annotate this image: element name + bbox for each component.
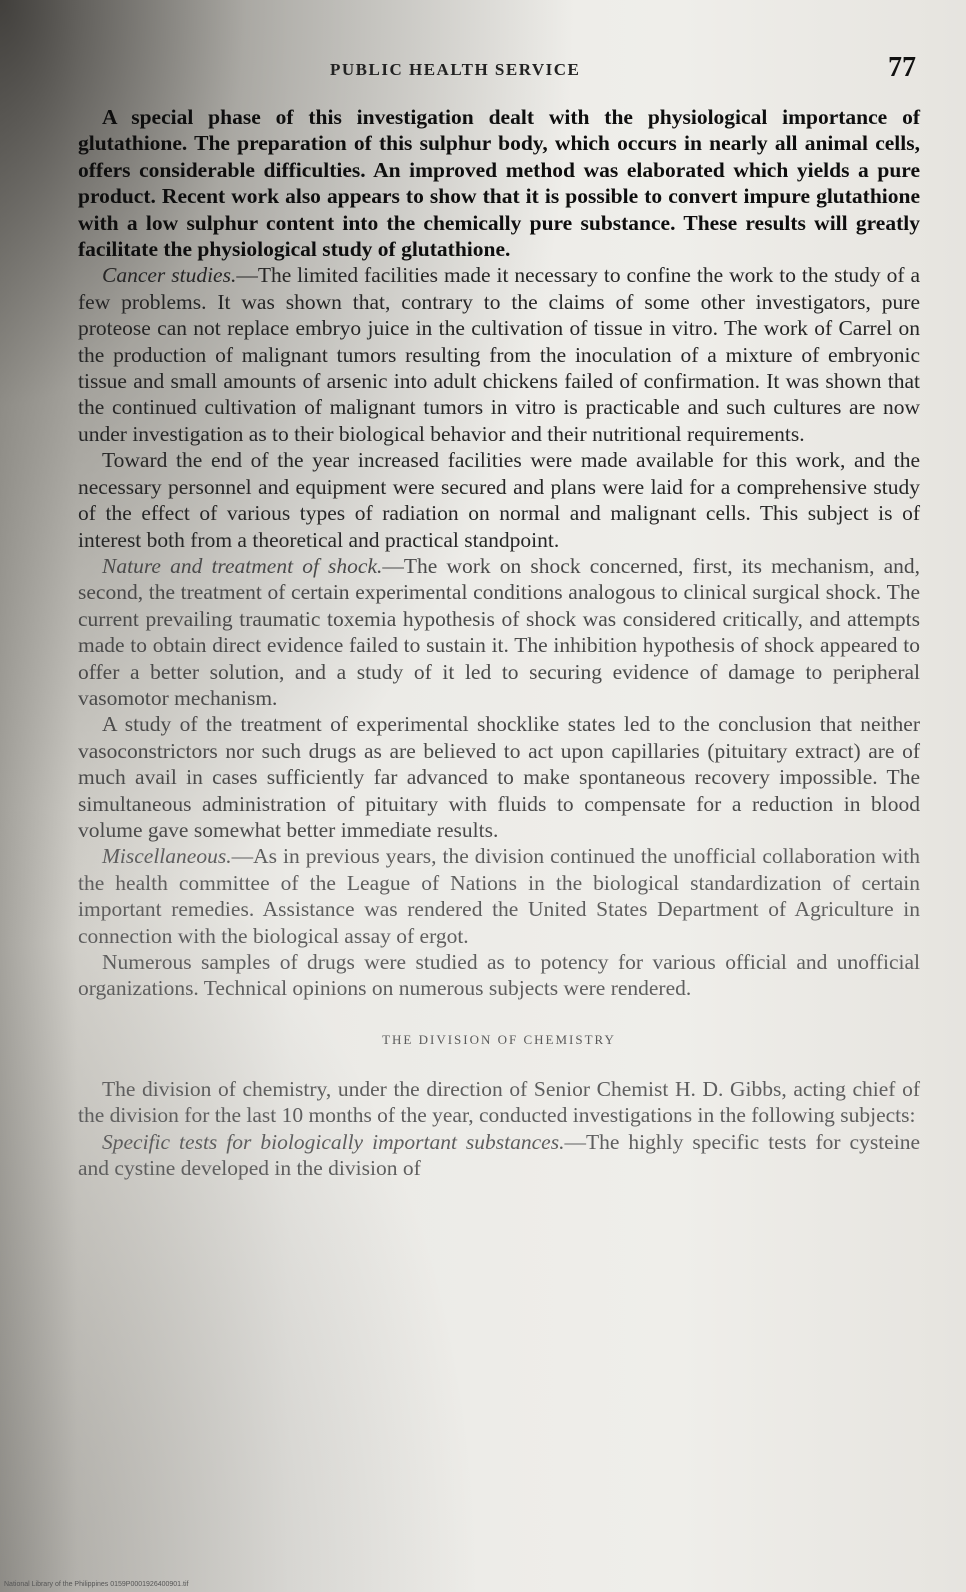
paragraph-lead: Miscellaneous. (102, 844, 232, 869)
paragraph-specific-tests (78, 1129, 920, 1182)
paragraph-text: The division of chemistry, under the direction of Senior Chemist H. D. Gibbs, acting chief of the division for the last 10 months of the year, conducted investigations in the following subjects: (78, 1076, 920, 1128)
page-header (0, 52, 966, 92)
paragraph-drug-samples (78, 949, 920, 1002)
paragraph-lead: Nature and treatment of shock. (102, 553, 383, 578)
paragraph-glutathione (78, 104, 920, 262)
paragraph-chemistry-intro (78, 1076, 920, 1129)
paragraph-radiation-study (78, 447, 920, 553)
paragraph-cancer-studies (78, 262, 920, 447)
section-heading: THE DIVISION OF CHEMISTRY (382, 1031, 616, 1047)
page-number: 77 (888, 52, 916, 83)
paragraph-shock-treatment (78, 711, 920, 843)
paragraph-text: A special phase of this investigation dealt with the physiological importance of glutathione. The preparation of this sulphur body, which occurs in nearly all animal cells, offers considerable difficulties. An improved method was elaborated which yields a pure product. Recent work also appears to show that it is possible to convert impure glutathione with a low sulphur content into the chemically pure substance. These results will greatly facilitate the physiological study of glutathione. (78, 105, 920, 262)
paragraph-text: —The highly specific tests for cysteine and cystine developed in the division of (78, 1129, 920, 1181)
scan-footer-note: National Library of the Philippines 0159P0001926400901.tif (4, 1581, 189, 1588)
paragraph-text: Numerous samples of drugs were studied as to potency for various official and unofficial organizations. Technical opinions on numerous subjects were rendered. (78, 950, 920, 1001)
paragraph-text: A study of the treatment of experimental shocklike states led to the conclusion that neither vasoconstrictors nor such drugs as are believed to act upon capillaries (pituitary extract) are of much avail in cases sufficiently far advanced to make spontaneous recovery impossible. The simultaneous administration of pituitary with fluids to compensate for a reduction in blood volume gave somewhat better immediate results. (78, 712, 920, 842)
paragraph-text: —As in previous years, the division continued the unofficial collaboration with the health committee of the League of Nations in the biological standardization of certain important remedies. Assistance was rendered the United States Department of Agriculture in connection with the biological assay of ergot. (78, 844, 920, 948)
paragraph-lead: Specific tests for biologically important substances. (102, 1129, 565, 1154)
paragraph-miscellaneous (78, 843, 920, 949)
paragraph-shock-nature (78, 553, 920, 711)
page-body (78, 104, 920, 1181)
running-head: PUBLIC HEALTH SERVICE (330, 60, 581, 79)
paragraph-text: —The limited facilities made it necessary to confine the work to the study of a few problems. It was shown that, contrary to the claims of some other investigators, pure proteose can not replace embryo juice in the cultivation of tissue in vitro. The work of Carrel on the production of malignant tumors resulting from the inoculation of a mixture of embryonic tissue and small amounts of arsenic into adult chickens failed of confirmation. It was shown that the continued cultivation of malignant tumors in vitro is practicable and such cultures are now under investigation as to their biological behavior and their nutritional requirements. (78, 263, 920, 446)
paragraph-text: Toward the end of the year increased facilities were made available for this work, and the necessary personnel and equipment were secured and plans were laid for a comprehensive study of the effect of various types of radiation on normal and malignant cells. This subject is of interest both from a theoretical and practical standpoint. (78, 448, 920, 552)
paragraph-text: —The work on shock concerned, first, its mechanism, and, second, the treatment of certain experimental conditions analogous to clinical surgical shock. The current prevailing traumatic toxemia hypothesis of shock was considered critically, and attempts made to obtain direct evidence failed to sustain it. The inhibition hypothesis of shock appeared to offer a better solution, and a study of it led to securing evidence of damage to peripheral vasomotor mechanism. (78, 553, 921, 710)
paragraph-lead: Cancer studies. (102, 263, 237, 288)
